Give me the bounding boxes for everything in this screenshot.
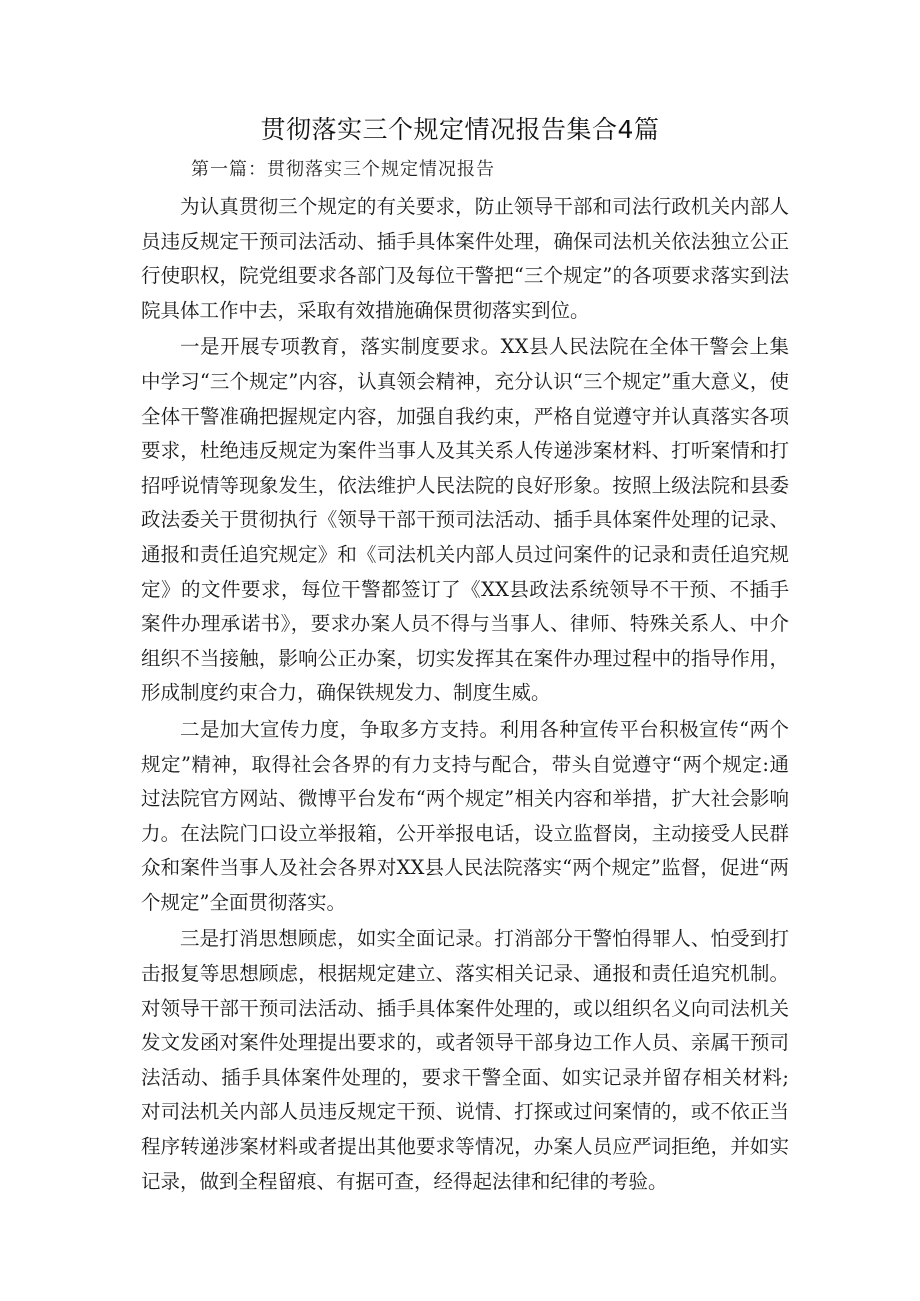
section-heading: 第一篇：贯彻落实三个规定情况报告 <box>191 159 495 180</box>
paragraph-records: 三是打消思想顾虑，如实全面记录。打消部分干警怕得罪人、怕受到打击报复等思想顾虑，根据规定建立、落实相关记录、通报和责任追究机制。对领导干部干预司法活动、插手具体案件处理的，或以组织名义向司法机关发文发函对案件处理提出要求的，或者领导干部身边工作人员、亲属干预司法活动、插手具体案件处理的，要求干警全面、如实记录并留存相关材料;对司法机关内部人员违反规定干预、说情、打探或过问案情的，或不依正当程序转递涉案材料或者提出其他要求等情况，办案人员应严词拒绝，并如实记录，做到全程留痕、有据可查，经得起法律和纪律的考验。 <box>141 927 789 1193</box>
paragraph-education: 一是开展专项教育，落实制度要求。XX县人民法院在全体干警会上集中学习“三个规定”内容，认真领会精神，充分认识“三个规定”重大意义，使全体干警准确把握规定内容，加强自我约束，严格自觉遵守并认真落实各项要求，杜绝违反规定为案件当事人及其关系人传递涉案材料、打听案情和打招呼说情等现象发生，依法维护人民法院的良好形象。按照上级法院和县委政法委关于贯彻执行《领导干部干预司法活动、插手具体案件处理的记录、通报和责任追究规定》和《司法机关内部人员过问案件的记录和责任追究规定》的文件要求，每位干警都签订了《XX县政法系统领导不干预、不插手案件办理承诺书》，要求办案人员不得与当事人、律师、特殊关系人、中介组织不当接触，影响公正办案，切实发挥其在案件办理过程中的指导作用，形成制度约束合力，确保铁规发力、制度生威。 <box>141 335 789 705</box>
document-title: 贯彻落实三个规定情况报告集合4篇 <box>260 115 660 144</box>
paragraph-intro: 为认真贯彻三个规定的有关要求，防止领导干部和司法行政机关内部人员违反规定干预司法活动、插手具体案件处理，确保司法机关依法独立公正行使职权，院党组要求各部门及每位干警把“三个规定”的各项要求落实到法院具体工作中去，采取有效措施确保贯彻落实到位。 <box>141 195 789 322</box>
document-body <box>141 190 789 1199</box>
paragraph-publicity: 二是加大宣传力度，争取多方支持。利用各种宣传平台积极宣传“两个规定”精神，取得社会各界的有力支持与配合，带头自觉遵守“两个规定:通过法院官方网站、微博平台发布“两个规定”相关内容和举措，扩大社会影响力。在法院门口设立举报箱，公开举报电话，设立监督岗，主动接受人民群众和案件当事人及社会各界对XX县人民法院落实“两个规定”监督，促进“两个规定”全面贯彻落实。 <box>141 717 789 914</box>
